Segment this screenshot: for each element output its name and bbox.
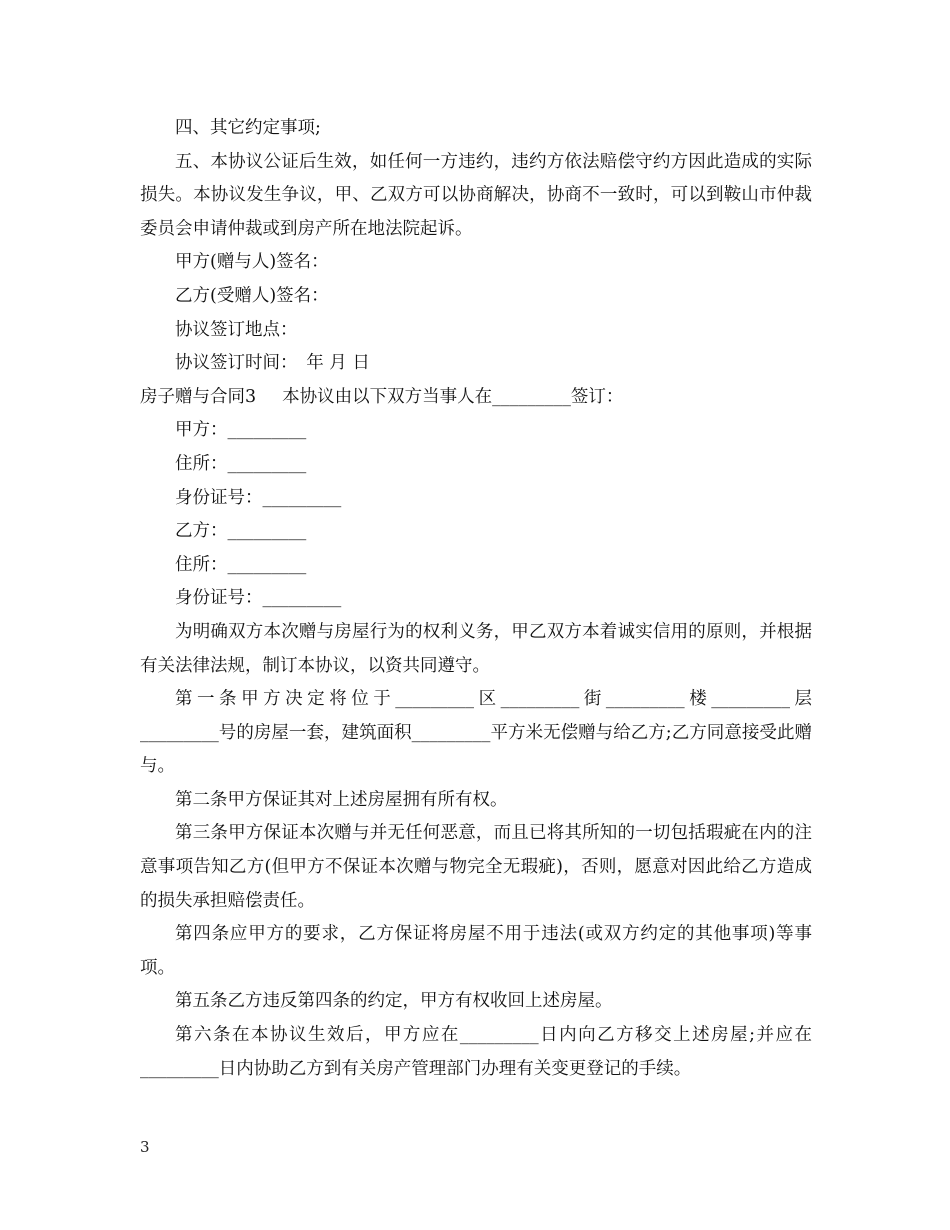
clause-2: 第二条甲方保证其对上述房屋拥有所有权。: [175, 789, 508, 810]
clause-5: 第五条乙方违反第四条的约定，甲方有权收回上述房屋。: [175, 991, 613, 1012]
signing-date: 协议签订时间： 年 月 日: [175, 353, 370, 374]
signature-party-a: 甲方(赠与人)签名：: [175, 252, 329, 273]
document-body: [140, 112, 812, 1086]
clause-preamble: 为明确双方本次赠与房屋行为的权利义务，甲乙双方本着诚实信用的原则，并根据有关法律法规，制订本协议，以资共同遵守。: [140, 621, 812, 676]
clause-4: 第四条应甲方的要求，乙方保证将房屋不用于违法(或双方约定的其他事项)等事项。: [140, 924, 812, 978]
clause-1: 第一条甲方决定将位于_________区_________街_________楼_________层_________号的房屋一套，建筑面积_________平方米无偿赠与给乙方;乙方同意接受此赠与。: [140, 689, 812, 777]
party-a-name-field: 甲方：_________: [175, 420, 307, 441]
section-heading: 房子赠与合同3: [140, 386, 257, 407]
signature-party-b: 乙方(受赠人)签名：: [175, 285, 329, 306]
clause-6: 第六条在本协议生效后，甲方应在_________日内向乙方移交上述房屋;并应在_________日内协助乙方到有关房产管理部门办理有关变更登记的手续。: [140, 1025, 812, 1079]
party-a-id-field: 身份证号：_________: [175, 487, 342, 508]
paragraph-effectiveness: 五、本协议公证后生效，如任何一方违约，违约方依法赔偿守约方因此造成的实际损失。本协议发生争议，甲、乙双方可以协商解决，协商不一致时，可以到鞍山市仲裁委员会申请仲裁或到房产所在地法院起诉。: [140, 151, 812, 239]
paragraph-other-matters: 四、其它约定事项;: [175, 118, 321, 138]
section-heading-line: [140, 381, 812, 415]
clause-3: 第三条甲方保证本次赠与并无任何恶意，而且已将其所知的一切包括瑕疵在内的注意事项告知乙方(但甲方不保证本次赠与物完全无瑕疵)，否则，愿意对因此给乙方造成的损失承担赔偿责任。: [140, 823, 812, 911]
party-b-name-field: 乙方：_________: [175, 521, 307, 542]
page-number: 3: [140, 1138, 150, 1156]
signing-place: 协议签订地点：: [175, 319, 298, 340]
party-a-address-field: 住所：_________: [175, 453, 307, 474]
party-b-id-field: 身份证号：_________: [175, 588, 342, 609]
section-intro: 本协议由以下双方当事人在_________签订：: [282, 386, 624, 407]
party-b-address-field: 住所：_________: [175, 554, 307, 575]
